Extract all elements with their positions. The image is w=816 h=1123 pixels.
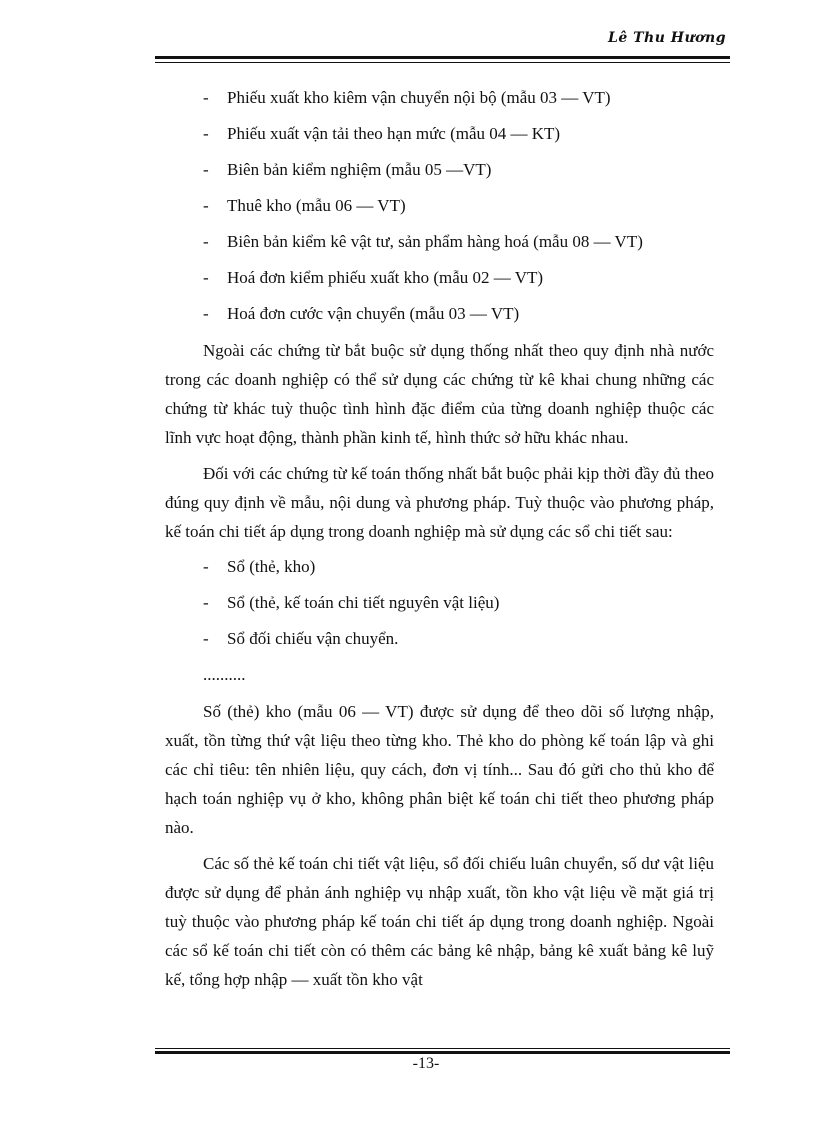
paragraph: Đối với các chứng từ kế toán thống nhất bắt buộc phải kịp thời đầy đủ theo đúng quy định về mẫu, nội dung và phương pháp. Tuỳ thuộc vào phương pháp, kế toán chi tiết áp dụng trong doanh nghiệp mà sử dụng các sổ chi tiết sau: bbox=[165, 464, 714, 541]
list-item bbox=[165, 553, 714, 589]
author-header: Lê Thu Hương bbox=[608, 30, 726, 46]
footer-rule bbox=[155, 1048, 730, 1054]
bullet-dash: - bbox=[203, 557, 209, 576]
bullet-dash: - bbox=[203, 124, 209, 143]
paragraph: Số (thẻ) kho (mẫu 06 — VT) được sử dụng để theo dõi số lượng nhập, xuất, tồn từng thứ vật liệu theo từng kho. Thẻ kho do phòng kế toán lập và ghi các chỉ tiêu: tên nhiên liệu, quy cách, đơn vị tính... Sau đó gửi cho thủ kho để hạch toán nghiệp vụ ở kho, không phân biệt kế toán chi tiết theo phương pháp nào. bbox=[165, 702, 714, 837]
list-item-text: Biên bản kiểm nghiệm (mẫu 05 —VT) bbox=[227, 160, 492, 179]
list-item bbox=[165, 192, 714, 228]
list-item-text: Sổ đối chiếu vận chuyển. bbox=[227, 629, 399, 648]
bullet-dash: - bbox=[203, 629, 209, 648]
list-item-text: Phiếu xuất vận tải theo hạn mức (mẫu 04 — KT) bbox=[227, 124, 561, 143]
list-item-text: Biên bản kiểm kê vật tư, sản phẩm hàng hoá (mẫu 08 — VT) bbox=[227, 232, 643, 251]
bullet-dash: - bbox=[203, 304, 209, 323]
list-item-text: Sổ (thẻ, kế toán chi tiết nguyên vật liệu) bbox=[227, 593, 500, 612]
paragraph: Ngoài các chứng từ bắt buộc sử dụng thống nhất theo quy định nhà nước trong các doanh nghiệp có thể sử dụng các chứng từ kê khai chung những các chứng từ khác tuỳ thuộc tình hình đặc điểm của từng doanh nghiệp thuộc các lĩnh vực hoạt động, thành phần kinh tế, hình thức sở hữu khác nhau. bbox=[165, 341, 714, 447]
ellipsis: .......... bbox=[203, 665, 246, 684]
list-item bbox=[165, 84, 714, 120]
bullet-dash: - bbox=[203, 232, 209, 251]
paragraph: Các số thẻ kế toán chi tiết vật liệu, sổ đối chiếu luân chuyển, số dư vật liệu được sử dụng để phản ánh nghiệp vụ nhập xuất, tồn kho vật liệu về mặt giá trị tuỳ thuộc vào phương pháp kế toán chi tiết áp dụng trong doanh nghiệp. Ngoài các sổ kế toán chi tiết còn có thêm các bảng kê nhập, bảng kê xuất bảng kê luỹ kế, tổng hợp nhập — xuất tồn kho vật bbox=[165, 854, 714, 989]
list-item bbox=[165, 156, 714, 192]
list-item bbox=[165, 589, 714, 625]
bullet-dash: - bbox=[203, 196, 209, 215]
list-item bbox=[165, 625, 714, 661]
list-item bbox=[165, 120, 714, 156]
list-item-text: Sổ (thẻ, kho) bbox=[227, 557, 316, 576]
header-rule bbox=[155, 56, 730, 63]
list-item bbox=[165, 300, 714, 336]
bullet-dash: - bbox=[203, 160, 209, 179]
list-item-text: Phiếu xuất kho kiêm vận chuyển nội bộ (mẫu 03 — VT) bbox=[227, 88, 611, 107]
page-content bbox=[165, 84, 714, 1001]
list-item bbox=[165, 228, 714, 264]
bullet-dash: - bbox=[203, 593, 209, 612]
bullet-dash: - bbox=[203, 268, 209, 287]
page-number: -13- bbox=[412, 1055, 440, 1072]
list-item-text: Hoá đơn cước vận chuyển (mẫu 03 — VT) bbox=[227, 304, 520, 323]
bullet-dash: - bbox=[203, 88, 209, 107]
list-item-text: Hoá đơn kiểm phiếu xuất kho (mẫu 02 — VT) bbox=[227, 268, 544, 287]
list-item-text: Thuê kho (mẫu 06 — VT) bbox=[227, 196, 406, 215]
list-item bbox=[165, 264, 714, 300]
